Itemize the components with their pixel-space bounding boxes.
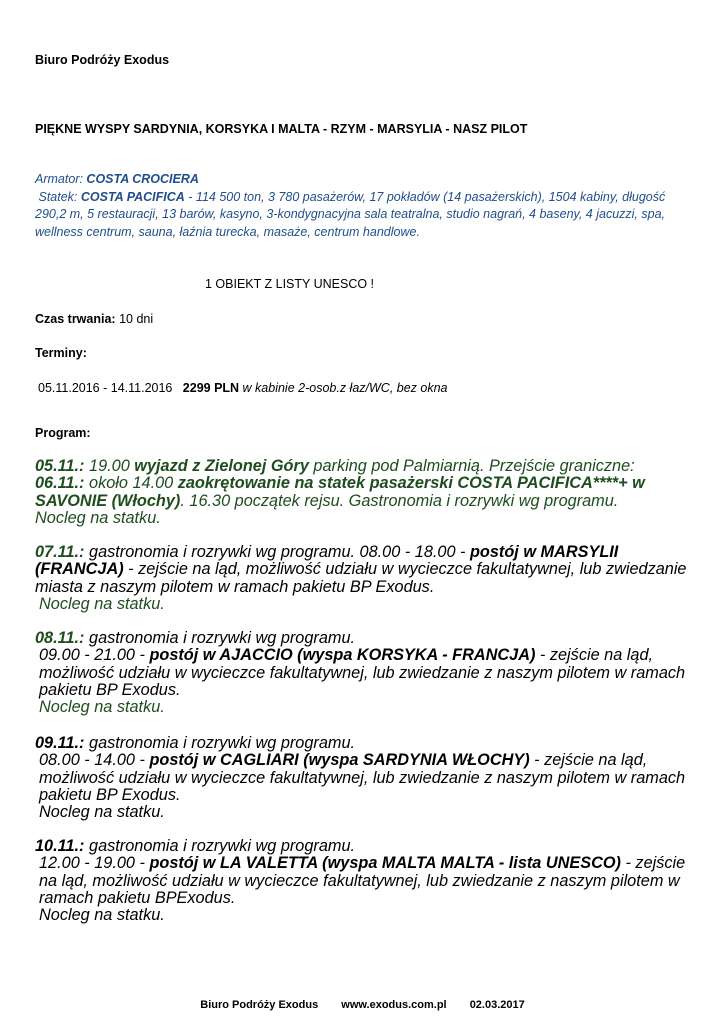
day-intro <box>35 735 705 752</box>
armator-line <box>35 171 695 189</box>
duration-label: Czas trwania: <box>35 312 116 326</box>
program-line-0511 <box>35 458 705 475</box>
day-body <box>35 647 705 699</box>
unesco-note: 1 OBIEKT Z LISTY UNESCO ! <box>205 277 375 291</box>
day-intro <box>35 630 705 647</box>
statek-name: COSTA PACIFICA <box>80 189 185 204</box>
day-text: - zejście na ląd, możliwość udziału w wycieczce fakultatywnej, lub zwiedzanie z naszym pilotem w ramach pakietu BP Exodus. <box>39 751 686 804</box>
day-body <box>35 855 705 907</box>
day-text: - zejście na ląd, możliwość udziału w wycieczce fakultatywnej, lub zwiedzanie miasta z naszym pilotem w ramach pakietu BP Exodus. <box>35 560 687 596</box>
day-body <box>35 544 705 596</box>
day-date: 09.11.: <box>35 734 85 752</box>
statek-block <box>35 189 695 242</box>
day-date: 06.11.: <box>35 474 85 493</box>
night-note: Nocleg na statku. <box>39 906 165 925</box>
day-text: 12.00 - 19.00 - <box>39 854 150 873</box>
day-body <box>35 752 705 804</box>
day-date: 10.11.: <box>35 837 85 855</box>
day-text: gastronomia i rozrywki wg programu. <box>84 734 356 752</box>
duration <box>35 312 153 326</box>
day-highlight: wyjazd z Zielonej Góry <box>134 457 309 475</box>
footer-url: www.exodus.com.pl <box>341 999 447 1011</box>
day-text: - zejście na ląd, możliwość udziału w wycieczce fakultatywnej, lub zwiedzanie z naszym pilotem w ramach pakietu BPExodus. <box>39 854 686 907</box>
program-day-0711 <box>35 544 705 613</box>
day-highlight: zaokrętowanie na statek pasażerski COSTA PACIFICA****+ w SAVONIE (Włochy) <box>35 474 645 510</box>
page-footer <box>0 999 725 1011</box>
terms-label: Terminy: <box>35 346 87 360</box>
day-text: gastronomia i rozrywki wg programu. 08.00 - 18.00 - <box>84 543 470 561</box>
statek-label: Statek: <box>38 189 78 204</box>
day-date: 05.11.: <box>35 457 85 475</box>
day-highlight: postój w MARSYLII (FRANCJA) <box>35 543 619 579</box>
term-price: 2299 PLN <box>182 381 240 395</box>
program-day-1011 <box>35 838 705 924</box>
ship-info <box>35 171 695 241</box>
term-price-note: w kabinie 2-osob.z łaz/WC, bez okna <box>239 381 448 395</box>
night-note: Nocleg na statku. <box>39 594 165 613</box>
statek-details: - 114 500 ton, 3 780 pasażerów, 17 pokładów (14 pasażerskich), 1504 kabiny, długość 290,2 m, 5 restauracji, 13 barów, kasyno, 3-kondygnacyjna sala teatralna, studio nagrań, 4 baseny, 4 jacuzzi, spa, wellness centrum, sauna, łaźnia turecka, masaże, centrum handlowe. <box>35 189 666 239</box>
day-intro <box>35 838 705 855</box>
term-dates: 05.11.2016 - 14.11.2016 <box>38 381 173 395</box>
day-date: 07.11.: <box>35 543 85 561</box>
day-text: . 16.30 początek rejsu. Gastronomia i rozrywki wg programu. <box>180 491 619 510</box>
night-note: Nocleg na statku. <box>39 698 165 717</box>
day-text: - zejście na ląd, możliwość udziału w wycieczce fakultatywnej, lub zwiedzanie z naszym pilotem w ramach pakietu BP Exodus. <box>39 646 686 699</box>
day-date: 08.11.: <box>35 629 85 647</box>
program-day-0911 <box>35 735 705 821</box>
day-text: gastronomia i rozrywki wg programu. <box>84 629 356 647</box>
day-text: 09.00 - 21.00 - <box>39 646 150 665</box>
program-day-0511-0611 <box>35 458 705 527</box>
duration-value: 10 dni <box>115 312 154 326</box>
day-text: parking pod Palmiarnią. Przejście graniczne: <box>308 457 635 475</box>
program-line-0611 <box>35 475 705 510</box>
armator-label: Armator: <box>35 172 83 186</box>
day-text: około 14.00 <box>84 474 178 493</box>
program-day-0811 <box>35 630 705 716</box>
night-note: Nocleg na statku. <box>35 508 161 527</box>
program-label: Program: <box>35 426 91 440</box>
term-row <box>38 381 448 395</box>
night-note: Nocleg na statku. <box>39 803 165 822</box>
footer-date: 02.03.2017 <box>469 999 525 1011</box>
day-text: 08.00 - 14.00 - <box>39 751 150 770</box>
footer-company: Biuro Podróży Exodus <box>200 999 319 1011</box>
company-header: Biuro Podróży Exodus <box>35 53 170 67</box>
page-title: PIĘKNE WYSPY SARDYNIA, KORSYKA I MALTA - RZYM - MARSYLIA - NASZ PILOT <box>35 122 528 136</box>
armator-value: COSTA CROCIERA <box>86 172 199 186</box>
day-text: gastronomia i rozrywki wg programu. <box>84 837 356 855</box>
day-text: 19.00 <box>84 457 135 475</box>
day-highlight: postój w CAGLIARI (wyspa SARDYNIA WŁOCHY) <box>149 751 530 770</box>
day-highlight: postój w AJACCIO (wyspa KORSYKA - FRANCJA) <box>149 646 536 665</box>
day-highlight: postój w LA VALETTA (wyspa MALTA MALTA - lista UNESCO) <box>149 854 621 873</box>
